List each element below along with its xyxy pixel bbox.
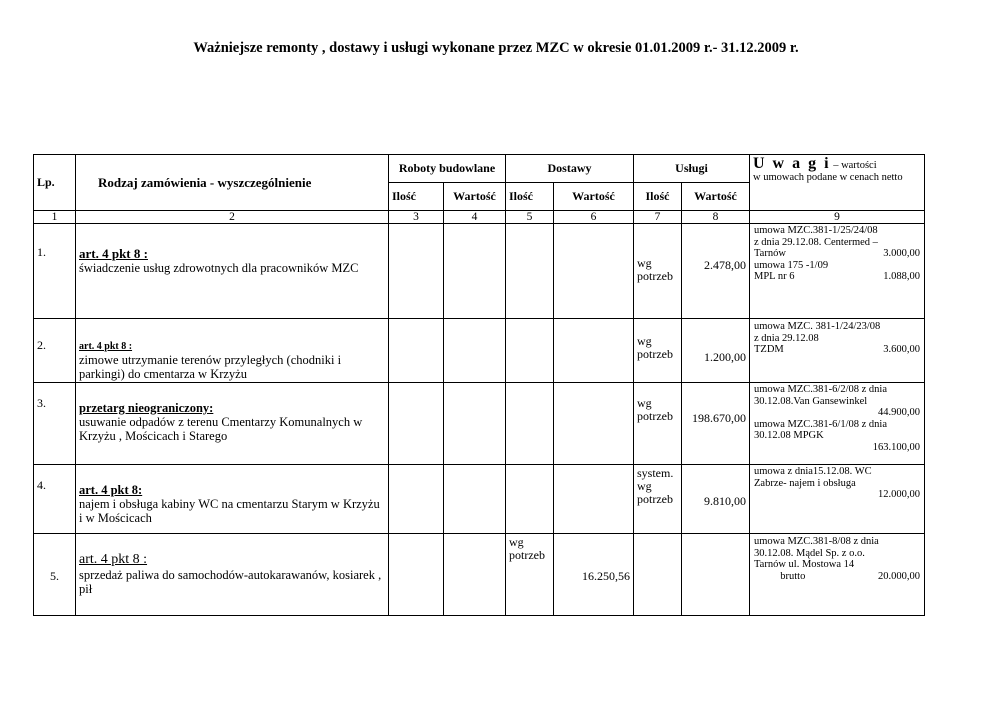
header-rodzaj: Rodzaj zamówienia - wyszczególnienie	[76, 155, 389, 211]
row-usl-ilosc: wg potrzeb	[634, 319, 682, 383]
note-left: umowa MZC. 381-1/24/23/08	[754, 321, 881, 332]
note-line	[754, 344, 920, 356]
note-line	[754, 536, 920, 548]
col-number: 1	[34, 211, 76, 224]
row-roboty-ilosc	[389, 465, 444, 534]
uwagi-subtitle: w umowach podane w cenach netto	[753, 172, 903, 183]
row-usl-wartosc	[682, 534, 750, 616]
note-line	[754, 489, 920, 501]
row-dost-ilosc	[506, 224, 554, 319]
note-right: 3.600,00	[883, 344, 920, 355]
row-dost-wartosc: 16.250,56	[554, 534, 634, 616]
note-line	[754, 396, 920, 408]
note-line	[754, 248, 920, 260]
row-roboty-ilosc	[389, 534, 444, 616]
header-dostawy-wartosc: Wartość	[554, 183, 634, 211]
row-description	[76, 383, 389, 465]
note-left: z dnia 29.12.08	[754, 332, 819, 344]
col-number: 4	[444, 211, 506, 224]
uwagi-title-rest: – wartości	[830, 160, 877, 171]
row-usl-wartosc: 2.478,00	[682, 224, 750, 319]
row-lp: 4.	[34, 465, 76, 534]
header-dostawy: Dostawy	[506, 155, 634, 183]
col-number: 3	[389, 211, 444, 224]
row-note	[750, 383, 925, 465]
header-uslugi-wartosc: Wartość	[682, 183, 750, 211]
table-row	[34, 534, 925, 616]
col-number: 2	[76, 211, 389, 224]
row-note	[750, 534, 925, 616]
note-line	[754, 407, 920, 419]
row-description	[76, 534, 389, 616]
note-left: umowa z dnia15.12.08. WC	[754, 466, 872, 477]
row-lp: 2.	[34, 319, 76, 383]
note-left: umowa MZC.381-6/2/08 z dnia	[754, 384, 887, 395]
note-left: umowa 175 -1/09	[754, 259, 829, 271]
note-left: Tarnów	[754, 248, 786, 259]
row-dost-ilosc	[506, 319, 554, 383]
row-roboty-wartosc	[444, 319, 506, 383]
row-lp: 3.	[34, 383, 76, 465]
row-dost-wartosc	[554, 383, 634, 465]
row-description	[76, 224, 389, 319]
note-line	[754, 571, 920, 583]
table-row	[34, 383, 925, 465]
note-line	[754, 478, 920, 490]
row-desc: sprzedaż paliwa do samochodów-autokarawanów, kosiarek , pił	[79, 568, 382, 596]
row-roboty-ilosc	[389, 383, 444, 465]
header-lp: Lp.	[34, 155, 76, 211]
note-line	[754, 271, 920, 283]
note-left: brutto	[754, 570, 806, 582]
page-title: Ważniejsze remonty , dostawy i usługi wykonane przez MZC w okresie 01.01.2009 r.- 31.12.2009 r.	[193, 40, 799, 56]
uwagi-title: U w a g i	[753, 155, 831, 172]
note-left: 30.12.08.Van Gansewinkel	[754, 395, 868, 407]
contracts-table	[33, 154, 925, 616]
note-left: Tarnów ul. Mostowa 14	[754, 559, 855, 570]
note-right: 163.100,00	[872, 441, 920, 453]
row-dost-wartosc	[554, 319, 634, 383]
note-line	[754, 419, 920, 431]
col-number: 5	[506, 211, 554, 224]
note-line	[754, 548, 920, 560]
note-right: 3.000,00	[883, 248, 920, 259]
note-line	[754, 384, 920, 396]
note-left: umowa MZC.381-1/25/24/08	[754, 225, 878, 236]
row-dost-wartosc	[554, 224, 634, 319]
row-dost-ilosc	[506, 383, 554, 465]
row-note	[750, 465, 925, 534]
row-roboty-ilosc	[389, 319, 444, 383]
note-right: 20.000,00	[878, 570, 920, 582]
note-right: 12.000,00	[878, 489, 920, 500]
row-art: art. 4 pkt 8 :	[79, 341, 133, 352]
col-number: 6	[554, 211, 634, 224]
note-left: umowa MZC.381-8/08 z dnia	[754, 536, 879, 547]
note-left: TZDM	[754, 344, 784, 355]
header-uslugi-ilosc: Ilość	[634, 183, 682, 211]
row-lp: 1.	[34, 224, 76, 319]
note-line	[754, 466, 920, 478]
row-desc: świadczenie usług zdrowotnych dla pracowników MZC	[79, 261, 359, 275]
row-usl-wartosc: 198.670,00	[682, 383, 750, 465]
row-desc: najem i obsługa kabiny WC na cmentarzu Starym w Krzyżu i w Mościcach	[79, 497, 380, 525]
row-usl-wartosc: 1.200,00	[682, 319, 750, 383]
table-row	[34, 224, 925, 319]
note-line	[754, 333, 920, 345]
col-number: 7	[634, 211, 682, 224]
header-roboty-wartosc: Wartość	[444, 183, 506, 211]
header-roboty: Roboty budowlane	[389, 155, 506, 183]
row-roboty-ilosc	[389, 224, 444, 319]
note-line	[754, 225, 920, 237]
note-line	[754, 442, 920, 454]
row-dost-ilosc: wg potrzeb	[506, 534, 554, 616]
note-left: MPL nr 6	[754, 271, 795, 282]
note-left: 30.12.08 MPGK	[754, 430, 824, 441]
note-right: 1.088,00	[883, 271, 920, 282]
row-roboty-wartosc	[444, 534, 506, 616]
table-row	[34, 319, 925, 383]
note-line	[754, 237, 920, 249]
header-roboty-ilosc: Ilość	[389, 183, 444, 211]
note-line	[754, 260, 920, 272]
row-roboty-wartosc	[444, 383, 506, 465]
row-dost-ilosc	[506, 465, 554, 534]
row-usl-ilosc: wg potrzeb	[634, 383, 682, 465]
row-usl-ilosc: system. wg potrzeb	[634, 465, 682, 534]
note-right: 44.900,00	[878, 407, 920, 418]
col-number: 9	[750, 211, 925, 224]
row-roboty-wartosc	[444, 224, 506, 319]
row-art: art. 4 pkt 8 :	[79, 246, 148, 261]
row-note	[750, 224, 925, 319]
col-number: 8	[682, 211, 750, 224]
note-left: umowa MZC.381-6/1/08 z dnia	[754, 418, 887, 430]
row-note	[750, 319, 925, 383]
note-line	[754, 430, 920, 442]
row-description	[76, 319, 389, 383]
table-row	[34, 465, 925, 534]
row-art: art. 4 pkt 8:	[79, 483, 143, 497]
row-desc: zimowe utrzymanie terenów przyległych (chodniki i parkingi) do cmentarza w Krzyżu	[79, 353, 342, 381]
header-dostawy-ilosc: Ilość	[506, 183, 554, 211]
row-usl-ilosc	[634, 534, 682, 616]
note-line	[754, 321, 920, 333]
note-left: 30.12.08. Mądel Sp. z o.o.	[754, 547, 865, 559]
row-art: art. 4 pkt 8 :	[79, 552, 148, 567]
row-roboty-wartosc	[444, 465, 506, 534]
row-desc: usuwanie odpadów z terenu Cmentarzy Komunalnych w Krzyżu , Mościcach i Starego	[79, 415, 363, 443]
header-uwagi	[750, 155, 925, 211]
row-usl-wartosc: 9.810,00	[682, 465, 750, 534]
row-art: przetarg nieograniczony:	[79, 401, 214, 415]
header-uslugi: Usługi	[634, 155, 750, 183]
note-line	[754, 559, 920, 571]
note-left: z dnia 29.12.08. Centermed –	[754, 236, 878, 248]
row-lp: 5.	[34, 534, 76, 616]
row-dost-wartosc	[554, 465, 634, 534]
row-usl-ilosc: wg potrzeb	[634, 224, 682, 319]
note-left: Zabrze- najem i obsługa	[754, 477, 856, 489]
row-description	[76, 465, 389, 534]
